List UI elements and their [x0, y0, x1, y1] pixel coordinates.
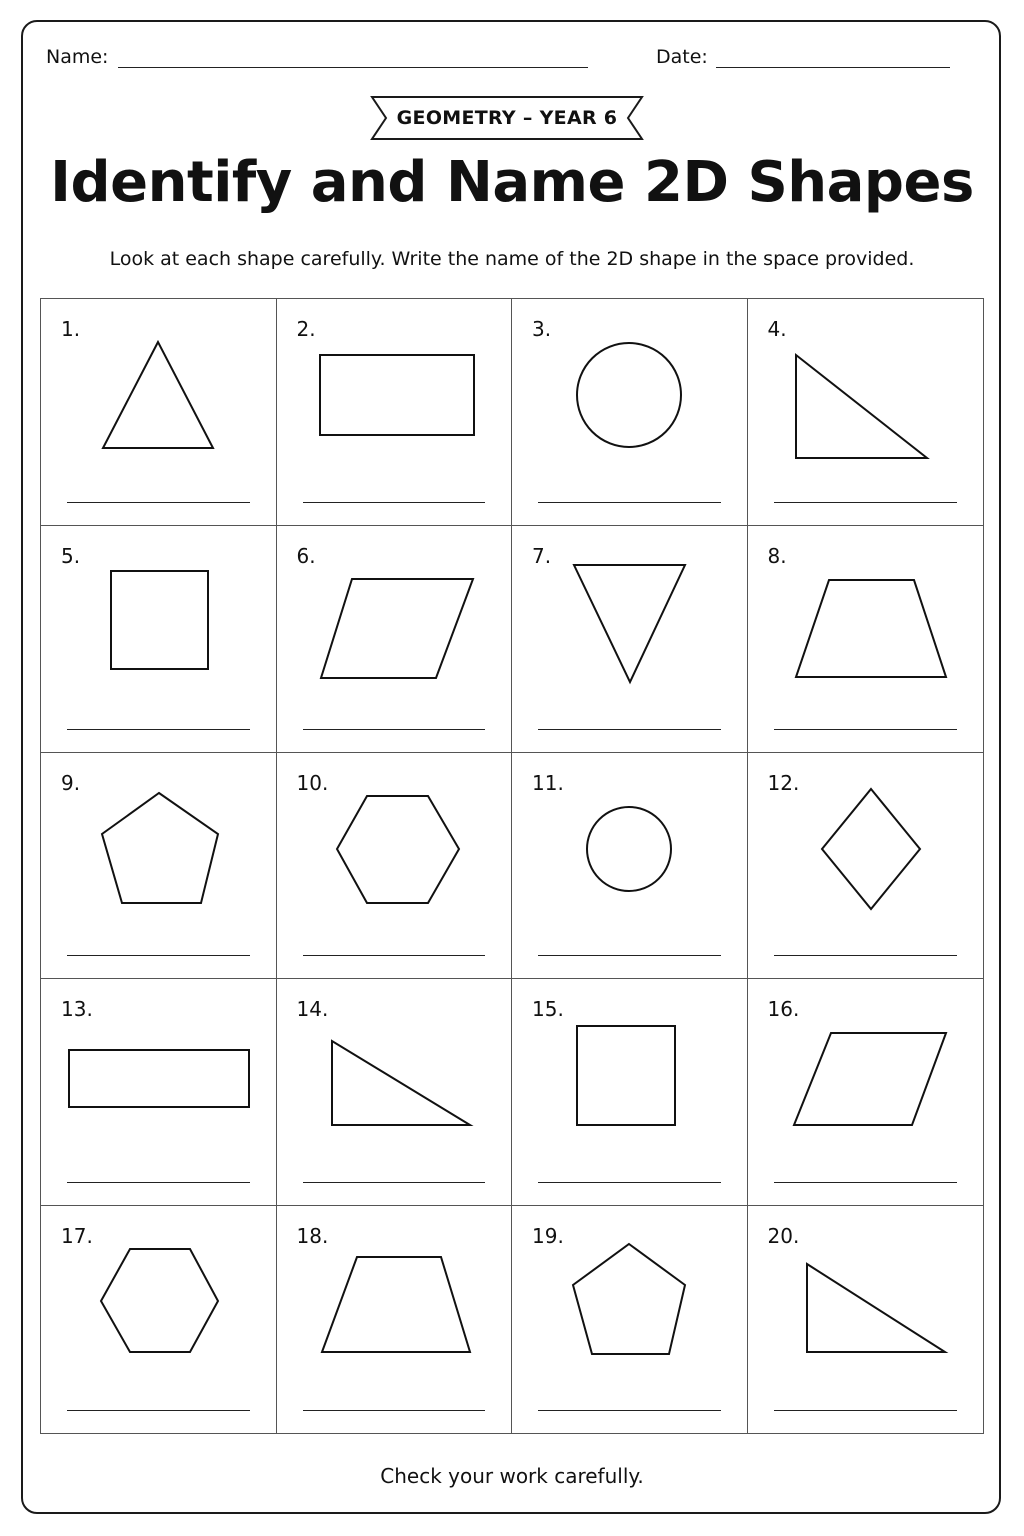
- question-number: 8.: [767, 543, 787, 568]
- date-field[interactable]: [716, 67, 950, 68]
- question-cell: [748, 526, 984, 753]
- question-number: 7.: [532, 543, 552, 568]
- question-number: 3.: [532, 317, 552, 341]
- question-cell: [277, 299, 513, 526]
- question-cell: [277, 1206, 513, 1433]
- question-number: 16.: [767, 997, 800, 1022]
- question-cell: [277, 979, 513, 1206]
- answer-line[interactable]: [774, 502, 958, 503]
- answer-line[interactable]: [538, 502, 721, 503]
- answer-line[interactable]: [538, 1182, 721, 1183]
- question-number: 17.: [61, 1224, 93, 1249]
- rectangle-icon: [277, 299, 512, 529]
- question-number: 11.: [532, 770, 564, 795]
- question-number: 6.: [296, 543, 316, 568]
- answer-line[interactable]: [67, 729, 250, 730]
- question-number: 10.: [296, 770, 329, 795]
- answer-line[interactable]: [303, 955, 486, 956]
- answer-line[interactable]: [774, 955, 958, 956]
- shapes-grid: [40, 298, 984, 1434]
- question-cell: [748, 979, 984, 1206]
- rectangle-icon: [41, 979, 276, 1209]
- pentagon-icon: [41, 753, 276, 983]
- date-label: Date:: [656, 46, 708, 68]
- question-cell: [277, 753, 513, 980]
- page-title: Identify and Name 2D Shapes: [50, 150, 974, 215]
- question-cell: [512, 526, 748, 753]
- triangle-icon: [41, 299, 276, 529]
- question-number: 9.: [61, 770, 81, 795]
- question-cell: [41, 979, 277, 1206]
- question-number: 4.: [767, 317, 787, 341]
- question-number: 5.: [61, 543, 81, 568]
- right-triangle-icon: [748, 1206, 983, 1436]
- question-cell: [41, 299, 277, 526]
- answer-line[interactable]: [774, 729, 958, 730]
- parallelogram-icon: [748, 979, 983, 1209]
- footer-note: Check your work carefully.: [380, 1464, 644, 1488]
- trapezium-icon: [748, 526, 983, 756]
- answer-line[interactable]: [538, 1410, 721, 1411]
- question-cell: [41, 1206, 277, 1433]
- answer-line[interactable]: [67, 1182, 250, 1183]
- answer-line[interactable]: [303, 1410, 486, 1411]
- right-triangle-icon: [748, 299, 983, 529]
- hexagon-icon: [41, 1206, 276, 1436]
- square-icon: [512, 979, 747, 1209]
- name-label: Name:: [46, 46, 109, 68]
- answer-line[interactable]: [303, 729, 486, 730]
- question-number: 15.: [532, 997, 564, 1022]
- square-icon: [41, 526, 276, 756]
- circle-icon: [512, 753, 747, 983]
- answer-line[interactable]: [303, 1182, 486, 1183]
- question-number: 2.: [296, 317, 316, 341]
- rhombus-icon: [748, 753, 983, 983]
- answer-line[interactable]: [774, 1410, 958, 1411]
- answer-line[interactable]: [67, 502, 250, 503]
- question-cell: [748, 299, 984, 526]
- question-number: 13.: [61, 997, 93, 1022]
- answer-line[interactable]: [67, 1410, 250, 1411]
- inverted-triangle-icon: [512, 526, 747, 756]
- answer-line[interactable]: [538, 955, 721, 956]
- question-number: 12.: [767, 770, 800, 795]
- pentagon-icon: [512, 1206, 747, 1436]
- parallelogram-icon: [277, 526, 512, 756]
- circle-icon: [512, 299, 747, 529]
- question-number: 1.: [61, 317, 81, 341]
- question-cell: [748, 753, 984, 980]
- question-number: 19.: [532, 1224, 564, 1249]
- question-cell: [41, 753, 277, 980]
- hexagon-icon: [277, 753, 512, 983]
- subject-banner: [370, 95, 644, 141]
- question-cell: [277, 526, 513, 753]
- question-cell: [512, 299, 748, 526]
- answer-line[interactable]: [303, 502, 486, 503]
- right-triangle-icon: [277, 979, 512, 1209]
- answer-line[interactable]: [774, 1182, 958, 1183]
- answer-line[interactable]: [538, 729, 721, 730]
- name-field[interactable]: [118, 67, 588, 68]
- trapezium-icon: [277, 1206, 512, 1436]
- question-cell: [41, 526, 277, 753]
- question-number: 14.: [296, 997, 329, 1022]
- banner-text: GEOMETRY – YEAR 6: [396, 107, 618, 129]
- question-number: 20.: [767, 1224, 800, 1249]
- question-cell: [512, 979, 748, 1206]
- question-cell: [512, 753, 748, 980]
- question-number: 18.: [296, 1224, 329, 1249]
- question-cell: [512, 1206, 748, 1433]
- question-cell: [748, 1206, 984, 1433]
- answer-line[interactable]: [67, 955, 250, 956]
- instructions: Look at each shape carefully. Write the name of the 2D shape in the space provided.: [109, 248, 915, 270]
